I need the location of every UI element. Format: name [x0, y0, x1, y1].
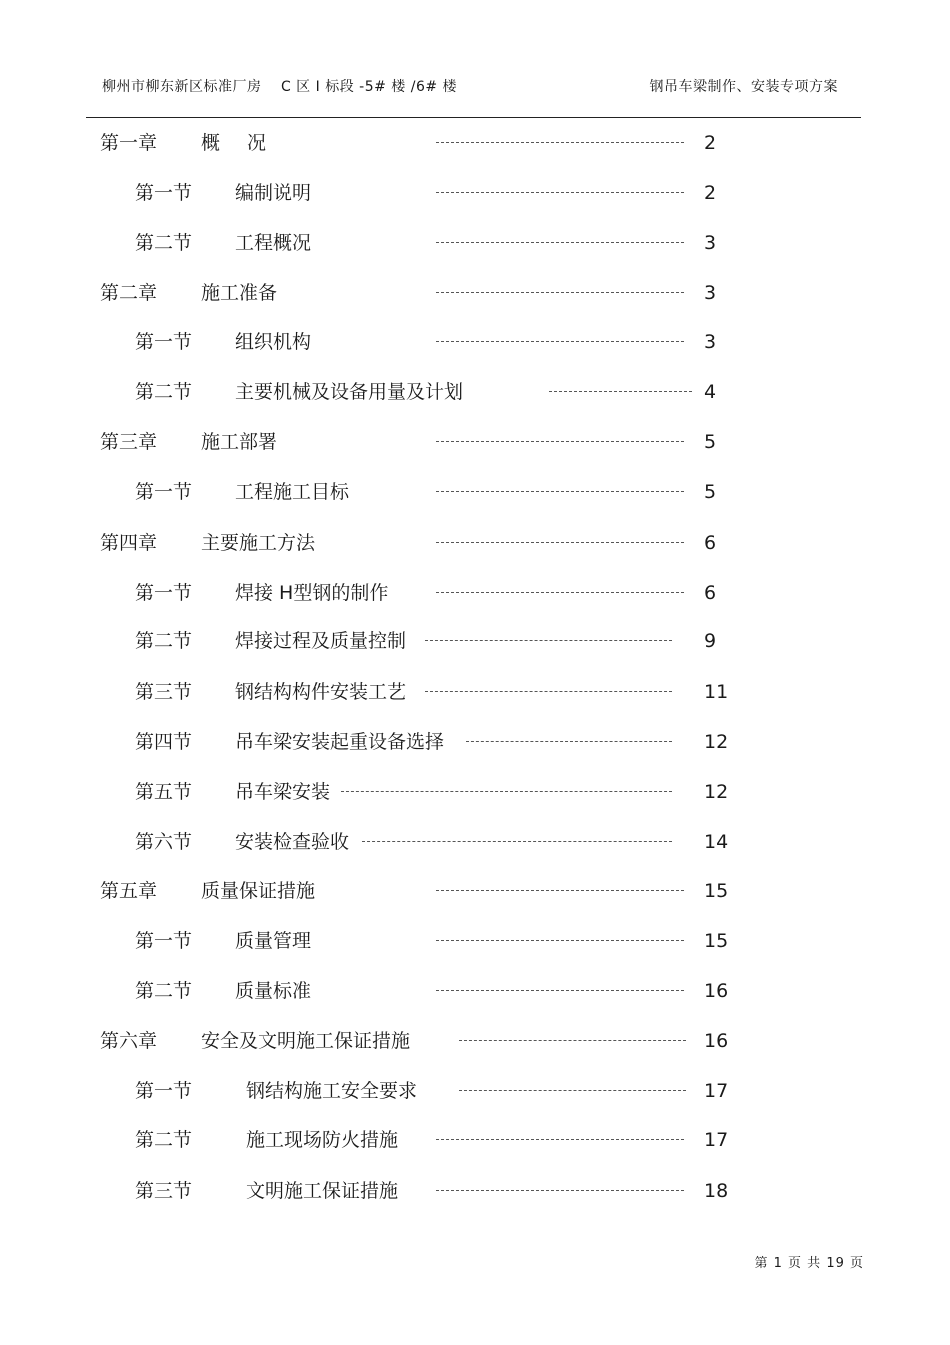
toc-entry-page: 12: [704, 731, 729, 753]
toc-entry-number: 第一章: [100, 132, 158, 154]
toc-entry-page: 17: [704, 1129, 729, 1151]
toc-entry-number: 第一节: [135, 481, 193, 503]
toc-entry-number: 第二节: [135, 381, 193, 403]
toc-entry-page: 17: [704, 1080, 729, 1102]
toc-entry-title: 吊车梁安装起重设备选择: [235, 731, 445, 753]
toc-entry-number: 第一节: [135, 582, 193, 604]
toc-entry-section[interactable]: [0, 827, 950, 857]
toc-entry-page: 6: [704, 582, 717, 604]
toc-entry-title: 组织机构: [235, 331, 312, 353]
toc-entry-chapter[interactable]: [0, 128, 950, 158]
page-number-footer: 第 1 页 共 19 页: [754, 1256, 864, 1271]
toc-entry-chapter[interactable]: [0, 278, 950, 308]
toc-leader: [436, 242, 684, 243]
toc-entry-title: 安装检查验收: [235, 831, 350, 853]
toc-leader: [436, 940, 684, 941]
toc-entry-number: 第二节: [135, 980, 193, 1002]
toc-entry-page: 2: [704, 132, 717, 154]
toc-entry-section[interactable]: [0, 1125, 950, 1155]
header-project-title: 柳州市柳东新区标准厂房 C 区 I 标段 -5# 楼 /6# 楼: [102, 79, 458, 95]
toc-leader: [459, 1090, 686, 1091]
toc-entry-section[interactable]: [0, 327, 950, 357]
toc-entry-number: 第三节: [135, 681, 193, 703]
toc-entry-page: 6: [704, 532, 717, 554]
toc-entry-title: 文明施工保证措施: [246, 1180, 399, 1202]
toc-entry-chapter[interactable]: [0, 1026, 950, 1056]
toc-entry-page: 2: [704, 182, 717, 204]
toc-leader: [436, 441, 684, 442]
toc-entry-number: 第二节: [135, 630, 193, 652]
toc-entry-title: 施工准备: [201, 282, 278, 304]
toc-entry-section[interactable]: [0, 677, 950, 707]
toc-entry-number: 第四章: [100, 532, 158, 554]
toc-entry-page: 18: [704, 1180, 729, 1202]
toc-entry-number: 第五节: [135, 781, 193, 803]
toc-entry-section[interactable]: [0, 477, 950, 507]
toc-entry-title: 焊接 H型钢的制作: [235, 582, 389, 604]
toc-entry-section[interactable]: [0, 1176, 950, 1206]
toc-leader: [436, 142, 684, 143]
toc-entry-title: 钢结构施工安全要求: [246, 1080, 418, 1102]
toc-entry-number: 第二节: [135, 1129, 193, 1151]
toc-entry-page: 3: [704, 232, 717, 254]
toc-entry-title: 施工现场防火措施: [246, 1129, 399, 1151]
toc-entry-section[interactable]: [0, 777, 950, 807]
toc-entry-page: 4: [704, 381, 717, 403]
toc-leader: [436, 192, 684, 193]
toc-entry-chapter[interactable]: [0, 876, 950, 906]
toc-entry-number: 第一节: [135, 331, 193, 353]
toc-leader: [436, 1139, 684, 1140]
toc-entry-section[interactable]: [0, 727, 950, 757]
toc-entry-chapter[interactable]: [0, 427, 950, 457]
toc-entry-number: 第六章: [100, 1030, 158, 1052]
toc-leader: [436, 990, 684, 991]
toc-entry-title: 焊接过程及质量控制: [235, 630, 407, 652]
toc-leader: [436, 1190, 684, 1191]
toc-entry-page: 3: [704, 282, 717, 304]
toc-leader: [436, 341, 684, 342]
toc-leader: [436, 491, 684, 492]
toc-entry-page: 9: [704, 630, 717, 652]
toc-entry-page: 5: [704, 481, 717, 503]
toc-leader: [425, 691, 672, 692]
toc-entry-section[interactable]: [0, 1076, 950, 1106]
toc-entry-title: 质量管理: [235, 930, 312, 952]
toc-entry-title: 施工部署: [201, 431, 278, 453]
toc-entry-number: 第一节: [135, 930, 193, 952]
toc-entry-number: 第二章: [100, 282, 158, 304]
toc-entry-page: 16: [704, 980, 729, 1002]
toc-entry-number: 第六节: [135, 831, 193, 853]
toc-entry-page: 11: [704, 681, 729, 703]
toc-entry-section[interactable]: [0, 228, 950, 258]
toc-entry-number: 第二节: [135, 232, 193, 254]
toc-entry-title: 概 况: [201, 132, 271, 154]
toc-entry-number: 第四节: [135, 731, 193, 753]
toc-entry-section[interactable]: [0, 377, 950, 407]
toc-entry-section[interactable]: [0, 578, 950, 608]
toc-entry-page: 3: [704, 331, 717, 353]
toc-entry-number: 第三章: [100, 431, 158, 453]
toc-leader: [436, 542, 684, 543]
toc-entry-title: 吊车梁安装: [235, 781, 331, 803]
toc-entry-page: 14: [704, 831, 729, 853]
toc-leader: [362, 841, 672, 842]
toc-entry-title: 编制说明: [235, 182, 312, 204]
toc-entry-title: 质量标准: [235, 980, 312, 1002]
toc-entry-number: 第五章: [100, 880, 158, 902]
toc-leader: [549, 391, 692, 392]
toc-entry-number: 第一节: [135, 182, 193, 204]
toc-leader: [466, 741, 672, 742]
toc-entry-title: 安全及文明施工保证措施: [201, 1030, 411, 1052]
toc-leader: [341, 791, 672, 792]
toc-entry-page: 15: [704, 930, 729, 952]
toc-entry-title: 主要施工方法: [201, 532, 316, 554]
toc-entry-page: 16: [704, 1030, 729, 1052]
toc-entry-title: 工程概况: [235, 232, 312, 254]
toc-entry-page: 15: [704, 880, 729, 902]
toc-entry-section[interactable]: [0, 976, 950, 1006]
header-document-title: 钢吊车梁制作、安装专项方案: [649, 79, 838, 95]
toc-leader: [436, 890, 684, 891]
toc-entry-number: 第三节: [135, 1180, 193, 1202]
toc-entry-title: 钢结构构件安装工艺: [235, 681, 407, 703]
toc-entry-title: 主要机械及设备用量及计划: [235, 381, 464, 403]
toc-leader: [425, 640, 672, 641]
toc-leader: [436, 592, 684, 593]
toc-entry-section[interactable]: [0, 626, 950, 656]
toc-entry-number: 第一节: [135, 1080, 193, 1102]
toc-entry-page: 12: [704, 781, 729, 803]
toc-entry-section[interactable]: [0, 926, 950, 956]
toc-leader: [436, 292, 684, 293]
toc-entry-title: 质量保证措施: [201, 880, 316, 902]
toc-leader: [459, 1040, 686, 1041]
toc-entry-title: 工程施工目标: [235, 481, 350, 503]
toc-entry-section[interactable]: [0, 178, 950, 208]
toc-entry-page: 5: [704, 431, 717, 453]
toc-entry-chapter[interactable]: [0, 528, 950, 558]
